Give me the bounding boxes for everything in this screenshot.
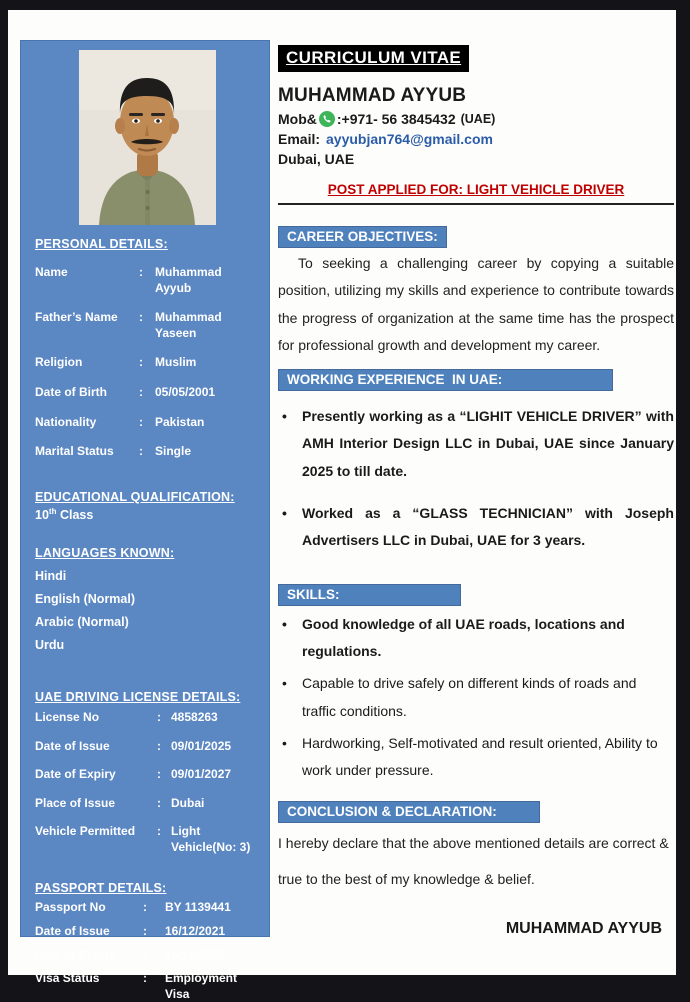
language-item: Hindi [35, 568, 67, 583]
detail-value: Employment Visa [165, 971, 238, 1001]
detail-row-name [35, 265, 259, 296]
section-title-conclusion: CONCLUSION & DECLARATION: [278, 801, 540, 823]
language-item: Urdu [35, 637, 65, 652]
portrait-illustration [79, 50, 216, 225]
whatsapp-icon [319, 111, 335, 127]
declaration-text: I hereby declare that the above mentioned details are correct & true to the best of my knowledge & belief. [278, 835, 669, 888]
cv-page [8, 10, 676, 1001]
detail-label: Passport No [35, 900, 106, 915]
detail-value: Muhammad Ayyub [155, 265, 222, 295]
detail-label: Nationality [35, 414, 97, 429]
detail-value: 16/12/2021 [165, 924, 226, 939]
detail-value: BY 1139441 [165, 900, 231, 915]
detail-label: Date of Expiry [35, 767, 116, 782]
colon: : [157, 767, 161, 782]
colon: : [143, 971, 147, 986]
colon: : [157, 738, 161, 753]
detail-value: 15/12/2026 [165, 947, 226, 962]
detail-label: Date of Birth [35, 384, 107, 399]
colon: : [139, 265, 143, 279]
detail-row-license-no [35, 710, 259, 726]
detail-value: 05/05/2001 [155, 384, 216, 399]
post-applied-title: POST APPLIED FOR: LIGHT VEHICLE DRIVER [327, 182, 625, 197]
section-title-skills: SKILLS: [278, 584, 461, 606]
detail-row-license-place [35, 796, 259, 812]
signature-name: MUHAMMAD AYYUB [505, 919, 662, 937]
mobile-line [278, 111, 674, 127]
detail-row-license-expiry [35, 767, 259, 783]
license-title: UAE DRIVING LICENSE DETAILS: [35, 689, 241, 704]
detail-label: Religion [35, 355, 83, 370]
language-item: Arabic (Normal) [35, 614, 129, 629]
section-passport [35, 881, 259, 1002]
detail-value: Muhammad Yaseen [155, 310, 222, 340]
detail-label: Date of Issue [35, 924, 110, 939]
detail-label: Visa Status [35, 971, 100, 986]
detail-label: Vehicle Permitted [35, 824, 136, 839]
colon: : [139, 414, 143, 429]
detail-row-license-issue [35, 739, 259, 755]
education-title: EDUCATIONAL QUALIFICATION: [35, 489, 235, 504]
languages-title: LANGUAGES KNOWN: [35, 545, 175, 560]
skill-item: • Capable to drive safely on different kinds of roads and traffic conditions. [278, 670, 674, 725]
section-driving-license [35, 690, 259, 856]
detail-row-father-name [35, 310, 259, 341]
location-line: Dubai, UAE [278, 151, 355, 167]
section-personal-details [35, 237, 259, 460]
detail-row-passport-no [35, 900, 259, 916]
detail-value: Single [155, 444, 192, 459]
section-education [35, 490, 259, 522]
detail-label: Father’s Name [35, 310, 118, 325]
detail-value: 4858263 [171, 709, 218, 724]
section-languages [35, 546, 259, 652]
detail-row-passport-issue [35, 924, 259, 940]
education-grade-rest: Class [56, 507, 94, 522]
mobile-label: Mob& [278, 111, 317, 127]
detail-row-dob [35, 385, 259, 401]
colon: : [157, 795, 161, 810]
main-column [278, 40, 674, 938]
passport-title: PASSPORT DETAILS: [35, 881, 167, 896]
detail-label: License No [35, 709, 100, 724]
detail-row-religion [35, 355, 259, 371]
skill-item: • Good knowledge of all UAE roads, locations and regulations. [278, 611, 674, 666]
colon: : [139, 444, 143, 459]
colon: : [143, 924, 147, 939]
detail-label: Date of Issue [35, 738, 110, 753]
career-objective-text: To seeking a challenging career by copying a suitable position, utilizing my skills and experience to contribute towards the progress of organization at the same time has the prospect for professional growth and development my career. [278, 255, 674, 353]
detail-label: Marital Status [35, 444, 114, 459]
education-grade-sup: th [48, 506, 57, 516]
mobile-number: :+971- 56 3845432 [336, 111, 456, 127]
email-link[interactable]: ayyubjan764@gmail.com [326, 131, 493, 147]
detail-value: 09/01/2027 [171, 767, 232, 782]
detail-row-marital-status [35, 444, 259, 460]
skill-item: • Hardworking, Self-motivated and result oriented, Ability to work under pressure. [278, 730, 674, 785]
section-title-career-objectives: CAREER OBJECTIVES: [278, 226, 447, 248]
experience-item: • Worked as a “GLASS TECHNICIAN” with Joseph Advertisers LLC in Dubai, UAE for 3 years. [278, 500, 674, 555]
detail-label: Name [35, 265, 68, 279]
detail-value: 09/01/2025 [171, 738, 232, 753]
experience-item: • Presently working as a “LIGHIT VEHICLE DRIVER” with AMH Interior Design LLC in Dubai, UAE since January 2025 to till date. [278, 403, 674, 485]
detail-value: Dubai [171, 795, 205, 810]
cv-title: CURRICULUM VITAE [278, 45, 469, 72]
detail-value: Light Vehicle(No: 3) [171, 824, 251, 854]
section-title-working-experience: WORKING EXPERIENCE IN UAE: [278, 369, 613, 391]
experience-list [278, 403, 674, 554]
colon: : [157, 824, 161, 839]
colon: : [143, 947, 147, 962]
detail-value: Muslim [155, 355, 197, 370]
header-divider [278, 203, 674, 205]
sidebar-panel [20, 40, 270, 1001]
person-name: MUHAMMAD AYYUB [278, 85, 467, 106]
mobile-country-tag: (UAE) [460, 112, 496, 126]
personal-details-title: PERSONAL DETAILS: [35, 237, 168, 251]
colon: : [143, 900, 147, 915]
detail-row-vehicle-permitted [35, 824, 259, 855]
education-grade-number: 10 [35, 507, 49, 522]
detail-value: Pakistan [155, 414, 205, 429]
colon: : [157, 709, 161, 724]
detail-label: Date of Expiry [35, 947, 116, 962]
detail-row-passport-expiry [35, 948, 259, 964]
detail-row-nationality [35, 415, 259, 431]
language-item: English (Normal) [35, 591, 136, 606]
colon: : [139, 384, 143, 399]
email-line [278, 131, 674, 147]
skills-list [278, 611, 674, 785]
colon: : [139, 355, 143, 370]
detail-row-visa-status [35, 971, 259, 1002]
profile-photo [79, 50, 216, 225]
education-value [35, 507, 259, 522]
email-label: Email: [278, 131, 321, 147]
colon: : [139, 310, 143, 325]
detail-label: Place of Issue [35, 795, 116, 810]
